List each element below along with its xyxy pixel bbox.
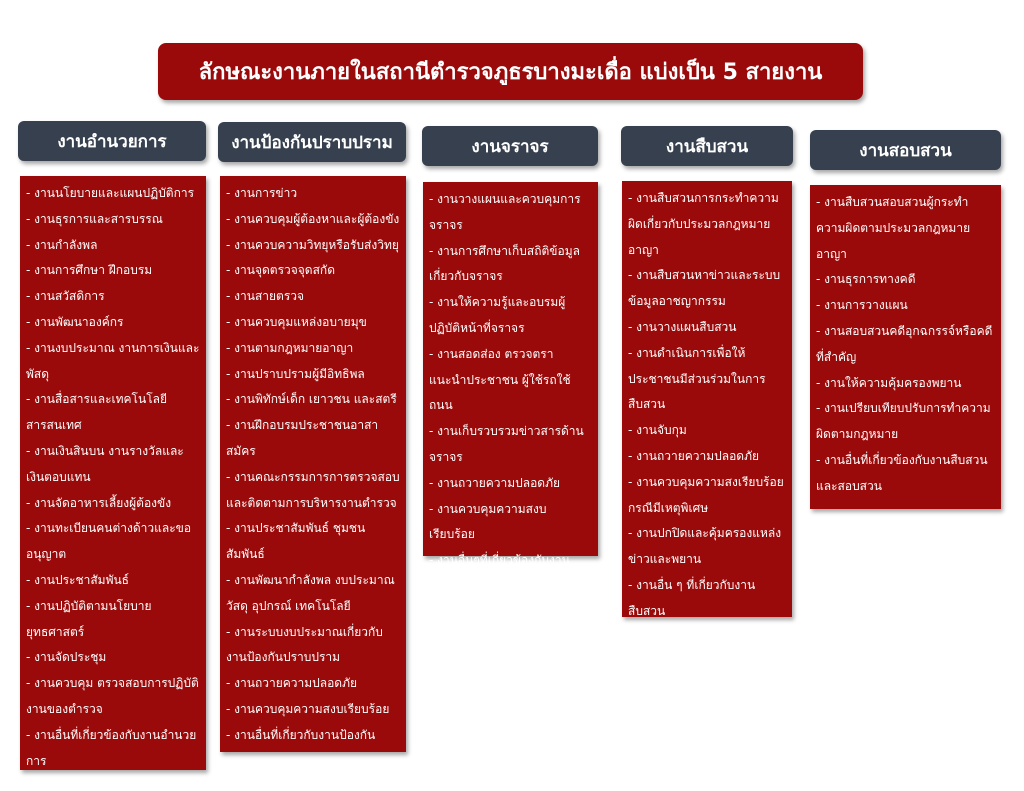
task-item: - งานวางแผนสืบสวน <box>628 319 737 334</box>
task-item: - งานสืบสวนหาข่าวและระบบข้อมูลอาชญากรรม <box>628 268 781 309</box>
task-item: - งานพิทักษ์เด็ก เยาวชน และสตรี <box>226 392 397 407</box>
task-item: - งานสอบสวนคดีอุกฉกรรจ์หรือคดีที่สำคัญ <box>816 323 993 364</box>
task-item: - งานนโยบายและแผนปฏิบัติการ <box>26 186 195 200</box>
task-item: - งานให้ความรู้และอบรมผู้ปฏิบัติหน้าที่จราจร <box>429 295 566 335</box>
task-item: - งานจัดประชุม <box>26 650 107 665</box>
task-item: - งานถวายความปลอดภัย <box>429 475 561 490</box>
task-item: - งานสื่อสารและเทคโนโลยีสารสนเทศ <box>26 392 168 433</box>
task-item: - งานเงินสินบน งานรางวัลและเงินตอบแทน <box>26 443 184 484</box>
task-item: - งานงบประมาณ งานการเงินและพัสดุ <box>26 340 200 381</box>
task-item: - งานเปรียบเทียบปรับการทำความผิดตามกฎหมาย <box>816 401 991 442</box>
task-list <box>226 181 400 749</box>
task-item: - งานการศึกษา ฝึกอบรม <box>26 263 153 278</box>
column-body-inquiry <box>810 185 1001 509</box>
column-body-traffic <box>423 182 598 568</box>
task-item: - งานควบคุมผู้ต้องหาและผู้ต้องขัง <box>226 211 400 226</box>
column-header-investigation: งานสืบสวน <box>621 126 793 166</box>
task-item: - งานฝึกอบรมประชาชนอาสาสมัคร <box>226 418 379 458</box>
task-item: - งานเก็บรวบรวมข่าวสารด้านจราจร <box>429 424 584 464</box>
task-item: - งานสืบสวนสอบสวนผู้กระทำความผิดตามประมวลกฎหมายอาญา <box>816 195 971 261</box>
task-item: - งานสวัสดิการ <box>26 289 105 304</box>
task-item: - งานจัดอาหารเลี้ยงผู้ต้องขัง <box>26 495 172 510</box>
task-item: - งานควบคุม ตรวจสอบการปฏิบัติงานของตำรวจ <box>26 676 199 716</box>
task-item: - งานควบคุมความสงบเรียบร้อย <box>429 501 547 542</box>
task-item: - งานอื่นๆที่เกี่ยวข้องกับงาน <box>429 553 570 568</box>
task-item: - งานดำเนินการเพื่อให้ประชาชนมีส่วนร่วมในการสืบสวน <box>628 345 766 412</box>
task-item: - งานตามกฎหมายอาญา <box>226 340 354 355</box>
task-item: - งานการศึกษาเก็บสถิติข้อมูลเกี่ยวกับจราจร <box>429 243 580 284</box>
task-list <box>628 186 786 625</box>
column-body-administration <box>20 176 206 770</box>
column-header-inquiry: งานสอบสวน <box>810 130 1001 170</box>
task-item: - งานให้ความคุ้มครองพยาน <box>816 375 962 390</box>
task-item: - งานธุรการทางคดี <box>816 272 916 287</box>
column-body-prevention-suppression <box>220 176 406 752</box>
task-item: - งานอื่นที่เกี่ยวข้องกับงานสืบสวนและสอบสวน <box>816 452 988 493</box>
task-item: - งานควบคุมความสงบเรียบร้อย <box>226 701 390 716</box>
task-item: - งานกำลังพล <box>26 237 98 252</box>
task-item: - งานประชาสัมพันธ์ ชุมชนสัมพันธ์ <box>226 521 366 562</box>
column-header-administration: งานอำนวยการ <box>18 121 206 161</box>
page-title: ลักษณะงานภายในสถานีตำรวจภูธรบางมะเดื่อ แบ่งเป็น 5 สายงาน <box>158 43 863 100</box>
task-item: - งานวางแผนและควบคุมการจราจร <box>429 192 581 232</box>
task-item: - งานควบความวิทยุหรือรับส่งวิทยุ <box>226 237 399 252</box>
task-list <box>816 190 995 500</box>
task-item: - งานอื่นที่เกี่ยวข้องกับงานอำนวยการ <box>26 727 197 768</box>
task-item: - งานธุรการและสารบรรณ <box>26 211 163 226</box>
task-item: - งานถวายความปลอดภัย <box>226 676 358 691</box>
task-item: - งานระบบงบประมาณเกี่ยวกับงานป้องกันปราบปราม <box>226 624 383 665</box>
task-item: - งานจับกุม <box>628 423 687 438</box>
task-item: - งานประชาสัมพันธ์ <box>26 572 130 587</box>
task-item: - งานพัฒนาองค์กร <box>26 314 124 329</box>
task-item: - งานการข่าว <box>226 186 298 200</box>
task-item: - งานคณะกรรมการการตรวจสอบและติดตามการบริหารงานตำรวจ <box>226 469 400 510</box>
task-item: - งานพัฒนากำลังพล งบประมาณ วัสดุ อุปกรณ์ เทคโนโลยี <box>226 572 395 613</box>
column-header-prevention-suppression: งานป้องกันปราบปราม <box>218 122 406 162</box>
task-item: - งานปราบปรามผู้มีอิทธิพล <box>226 366 365 381</box>
task-item: - งานถวายความปลอดภัย <box>628 448 760 463</box>
column-body-investigation <box>622 181 792 617</box>
task-item: - งานอื่น ๆ ที่เกี่ยวกับงานสืบสวน <box>628 577 756 618</box>
task-item: - งานสืบสวนการกระทำความผิดเกี่ยวกับประมวลกฎหมายอาญา <box>628 191 779 257</box>
task-item: - งานปฏิบัติตามนโยบายยุทธศาสตร์ <box>26 598 152 639</box>
task-list <box>26 181 200 774</box>
column-header-traffic: งานจราจร <box>422 126 598 166</box>
task-item: - งานจุดตรวจจุดสกัด <box>226 263 335 278</box>
task-item: - งานการวางแผน <box>816 298 908 313</box>
task-item: - งานสายตรวจ <box>226 289 305 304</box>
task-list <box>429 187 592 574</box>
task-item: - งานสอดส่อง ตรวจตรา แนะนำประชาชน ผู้ใช้รถใช้ถนน <box>429 346 571 413</box>
task-item: - งานอื่นที่เกี่ยวกับงานป้องกัน <box>226 727 376 742</box>
task-item: - งานทะเบียนคนต่างด้าวและขออนุญาต <box>26 521 192 562</box>
task-item: - งานควบคุมความสงเรียบร้อยกรณีมีเหตุพิเศษ <box>628 474 784 515</box>
task-item: - งานปกปิดและคุ้มครองแหล่งข่าวและพยาน <box>628 526 782 567</box>
task-item: - งานควบคุมแหล่งอบายมุข <box>226 314 367 329</box>
